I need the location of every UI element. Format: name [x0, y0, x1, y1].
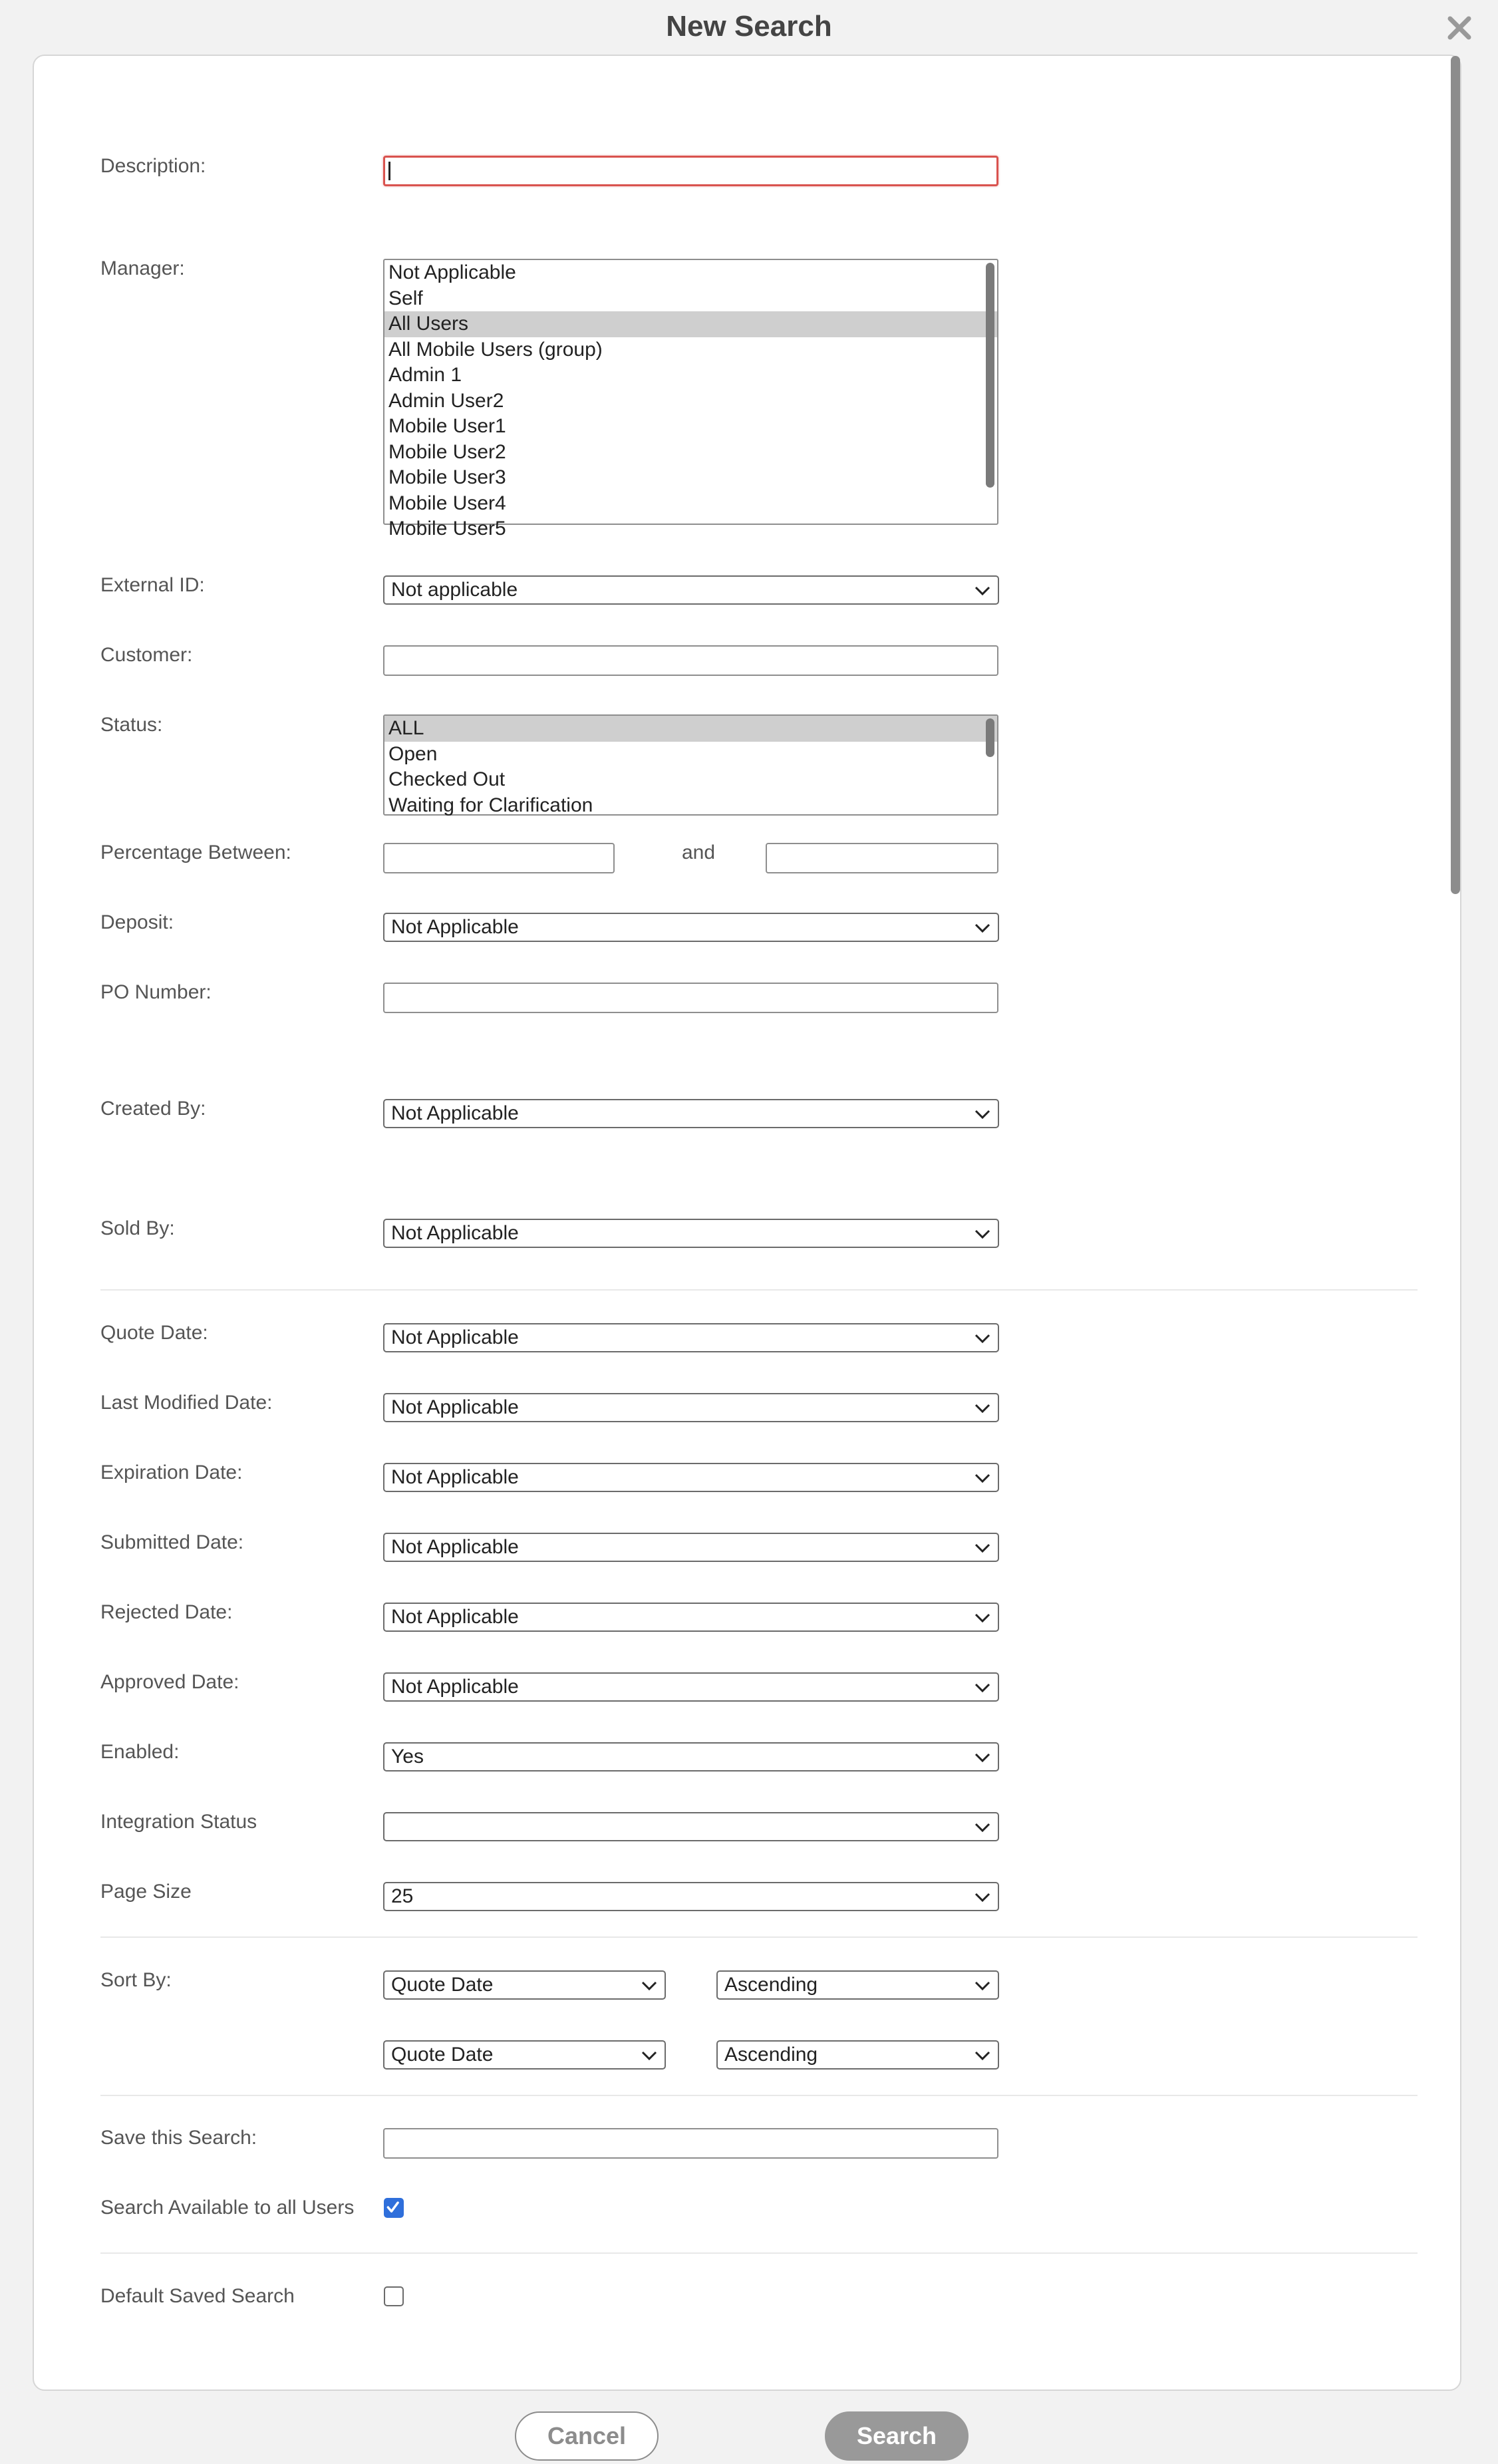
status-option[interactable]: Checked Out	[388, 768, 506, 790]
chevron-down-icon	[974, 1980, 991, 1992]
chevron-down-icon	[974, 1332, 991, 1344]
expiration-date-select[interactable]	[383, 1463, 999, 1492]
chevron-down-icon	[641, 1980, 658, 1992]
chevron-down-icon	[974, 585, 991, 597]
section-divider	[100, 1936, 1418, 1938]
description-input[interactable]	[383, 156, 998, 186]
chevron-down-icon	[974, 1682, 991, 1694]
submitted-date-label: Submitted Date:	[100, 1531, 244, 1553]
quote-date-select[interactable]	[383, 1323, 999, 1352]
chevron-down-icon	[974, 1108, 991, 1120]
quote-date-label: Quote Date:	[100, 1322, 208, 1344]
percentage-to-input[interactable]	[766, 843, 998, 873]
manager-option[interactable]: Mobile User4	[388, 492, 506, 514]
status-listbox[interactable]	[383, 714, 998, 816]
external-id-value: Not applicable	[391, 579, 518, 601]
sort-by-secondary-field-value: Quote Date	[391, 2044, 494, 2066]
search-button[interactable]: Search	[825, 2411, 969, 2461]
submitted-date-value: Not Applicable	[391, 1536, 519, 1558]
sort-by-label: Sort By:	[100, 1969, 172, 1991]
section-divider	[100, 2095, 1418, 2096]
page-size-label: Page Size	[100, 1881, 192, 1903]
enabled-value: Yes	[391, 1746, 424, 1768]
sort-by-secondary-order-value: Ascending	[724, 2044, 818, 2066]
submitted-date-select[interactable]	[383, 1533, 999, 1562]
approved-date-select[interactable]	[383, 1672, 999, 1702]
approved-date-label: Approved Date:	[100, 1671, 239, 1693]
status-listbox-scrollbar[interactable]	[986, 718, 994, 757]
check-icon	[385, 2199, 402, 2217]
cancel-button[interactable]: Cancel	[515, 2411, 659, 2461]
created-by-value: Not Applicable	[391, 1102, 519, 1124]
sort-by-secondary-field-select[interactable]	[383, 2040, 666, 2070]
chevron-down-icon	[974, 1891, 991, 1903]
status-label: Status:	[100, 714, 163, 736]
panel-scrollbar-thumb[interactable]	[1451, 56, 1460, 894]
quote-date-value: Not Applicable	[391, 1326, 519, 1348]
enabled-select[interactable]	[383, 1742, 999, 1771]
section-divider	[100, 2252, 1418, 2254]
manager-option[interactable]: Not Applicable	[388, 261, 516, 283]
status-option[interactable]: Waiting for Clarification	[388, 794, 593, 816]
close-icon[interactable]	[1443, 12, 1475, 44]
sort-by-primary-field-select[interactable]	[383, 1970, 666, 2000]
search-form-panel	[33, 55, 1461, 2391]
rejected-date-select[interactable]	[383, 1603, 999, 1632]
manager-listbox[interactable]	[383, 259, 998, 539]
sort-by-secondary-order-select[interactable]	[716, 2040, 999, 2070]
last-modified-date-select[interactable]	[383, 1393, 999, 1422]
chevron-down-icon	[974, 2050, 991, 2062]
chevron-down-icon	[641, 2050, 658, 2062]
created-by-label: Created By:	[100, 1098, 206, 1120]
sort-by-primary-order-select[interactable]	[716, 1970, 999, 2000]
chevron-down-icon	[974, 1542, 991, 1554]
manager-option[interactable]: Admin 1	[388, 364, 462, 386]
description-label: Description:	[100, 155, 206, 177]
save-search-label: Save this Search:	[100, 2127, 257, 2149]
page-size-value: 25	[391, 1885, 414, 1907]
manager-option[interactable]: Mobile User1	[388, 415, 506, 437]
manager-option-selected[interactable]: All Users	[384, 311, 997, 337]
last-modified-date-value: Not Applicable	[391, 1396, 519, 1418]
chevron-down-icon	[974, 1752, 991, 1764]
chevron-down-icon	[974, 1228, 991, 1240]
manager-option[interactable]: Mobile User3	[388, 466, 506, 488]
status-option-selected[interactable]: ALL	[384, 716, 997, 742]
customer-label: Customer:	[100, 644, 193, 666]
sold-by-value: Not Applicable	[391, 1222, 519, 1244]
status-option[interactable]: Open	[388, 742, 438, 765]
sort-by-primary-field-value: Quote Date	[391, 1974, 494, 1996]
expiration-date-label: Expiration Date:	[100, 1462, 243, 1483]
manager-option[interactable]: Self	[388, 287, 423, 309]
manager-option[interactable]: Mobile User5	[388, 518, 506, 539]
manager-option[interactable]: All Mobile Users (group)	[388, 338, 603, 361]
chevron-down-icon	[974, 1402, 991, 1414]
section-divider	[100, 1289, 1418, 1291]
last-modified-date-label: Last Modified Date:	[100, 1392, 273, 1414]
manager-label: Manager:	[100, 257, 185, 279]
integration-status-label: Integration Status	[100, 1811, 257, 1833]
approved-date-value: Not Applicable	[391, 1676, 519, 1698]
dialog-title: New Search	[666, 10, 832, 43]
percentage-from-input[interactable]	[383, 843, 615, 873]
deposit-label: Deposit:	[100, 911, 174, 933]
page-size-select[interactable]	[383, 1882, 999, 1911]
expiration-date-value: Not Applicable	[391, 1466, 519, 1488]
external-id-select[interactable]	[383, 575, 999, 605]
chevron-down-icon	[974, 922, 991, 934]
manager-option[interactable]: Mobile User2	[388, 440, 506, 463]
deposit-select[interactable]	[383, 913, 999, 942]
available-to-all-label: Search Available to all Users	[100, 2197, 355, 2219]
chevron-down-icon	[974, 1821, 991, 1833]
and-label: and	[682, 842, 716, 863]
manager-listbox-scrollbar[interactable]	[986, 263, 994, 488]
deposit-value: Not Applicable	[391, 916, 519, 938]
chevron-down-icon	[974, 1472, 991, 1484]
po-number-label: PO Number:	[100, 981, 212, 1003]
sold-by-label: Sold By:	[100, 1217, 175, 1239]
default-saved-label: Default Saved Search	[100, 2285, 295, 2307]
save-search-input[interactable]	[383, 2128, 998, 2159]
enabled-label: Enabled:	[100, 1741, 180, 1763]
external-id-label: External ID:	[100, 574, 205, 596]
percentage-label: Percentage Between:	[100, 842, 291, 863]
created-by-select[interactable]	[383, 1099, 999, 1128]
rejected-date-value: Not Applicable	[391, 1606, 519, 1628]
customer-input[interactable]	[383, 645, 998, 676]
sold-by-select[interactable]	[383, 1219, 999, 1248]
text-caret	[388, 162, 390, 180]
available-to-all-checkbox[interactable]	[384, 2198, 404, 2218]
integration-status-select[interactable]	[383, 1812, 999, 1841]
sort-by-primary-order-value: Ascending	[724, 1974, 818, 1996]
rejected-date-label: Rejected Date:	[100, 1601, 233, 1623]
default-saved-checkbox[interactable]	[384, 2286, 404, 2306]
po-number-input[interactable]	[383, 983, 998, 1013]
chevron-down-icon	[974, 1612, 991, 1624]
manager-option[interactable]: Admin User2	[388, 389, 504, 412]
